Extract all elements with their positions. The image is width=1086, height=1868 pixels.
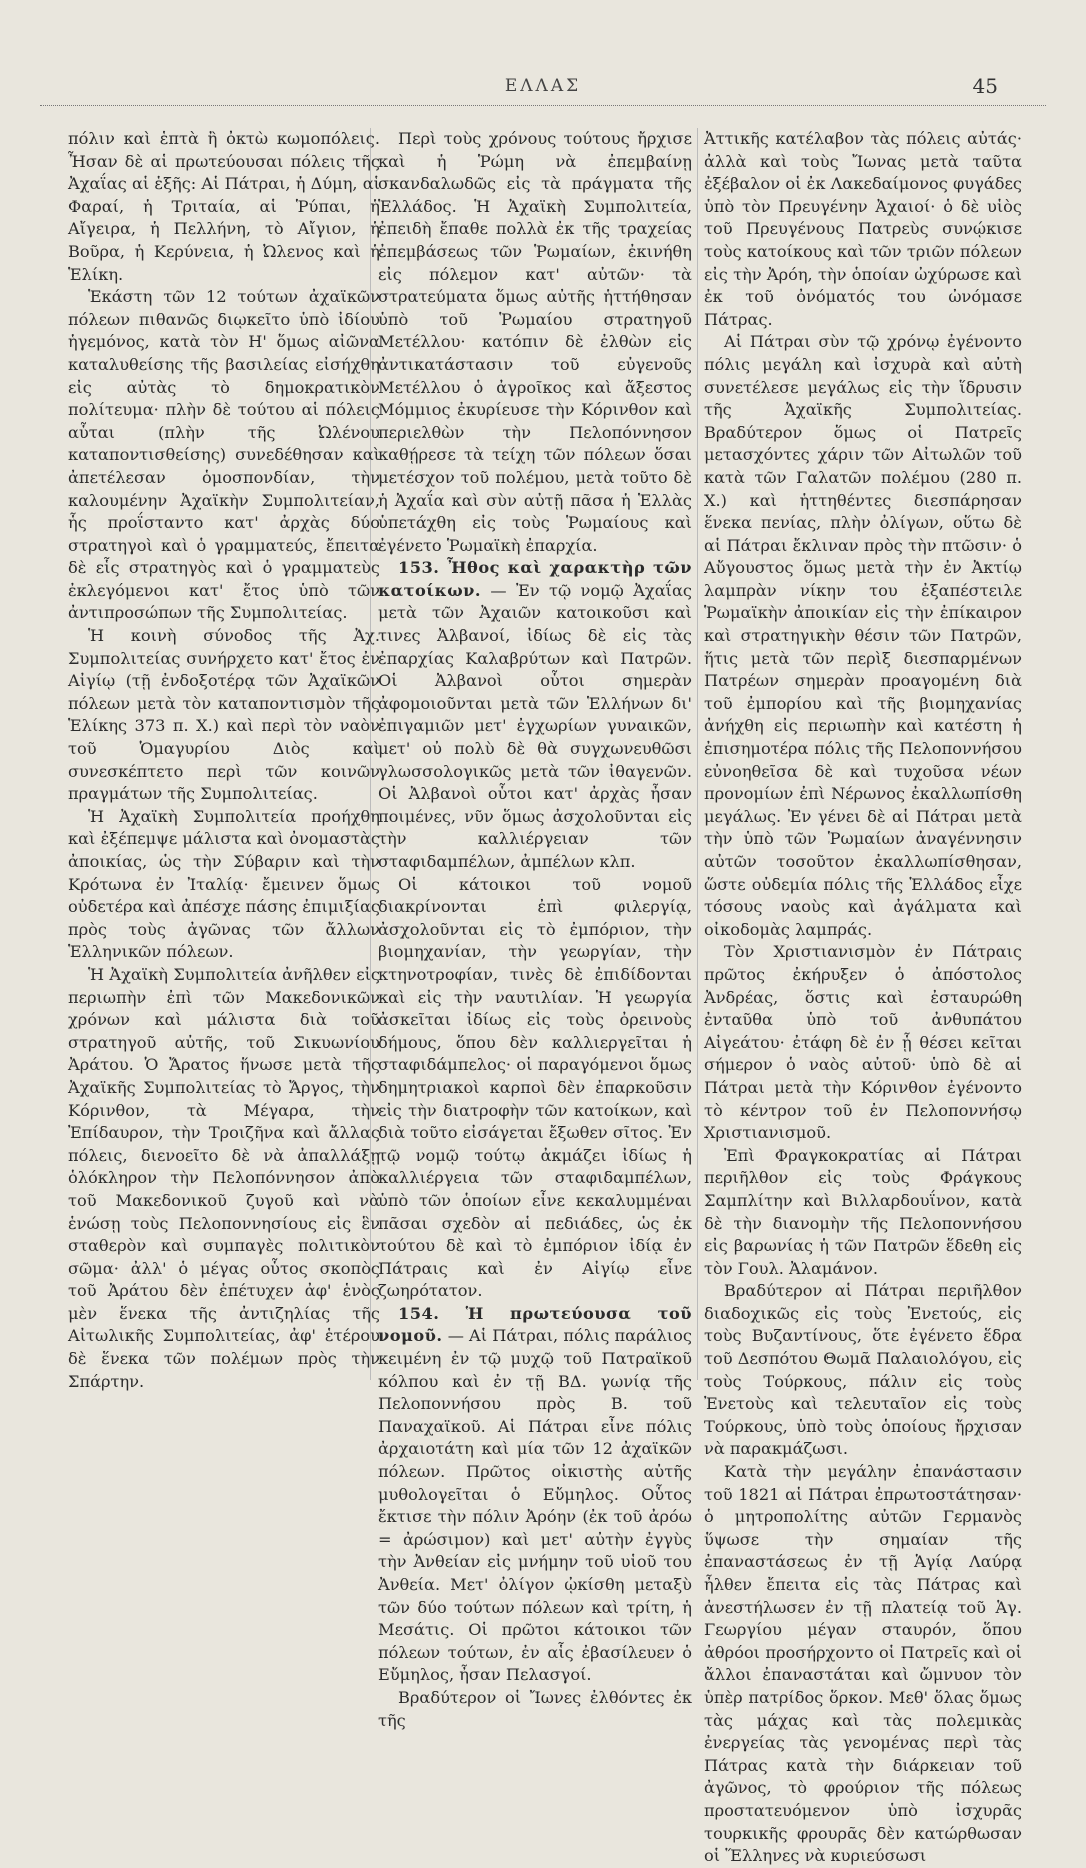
page-number: 45 xyxy=(972,74,998,98)
paragraph xyxy=(704,331,1022,941)
paragraph xyxy=(68,964,380,1393)
paragraph-text: Ἐπὶ Φραγκοκρατίας αἱ Πάτραι περιῆλθον εἰς τοὺς Φράγκους Σαμπλίτην καὶ Βιλλαρδουΐνον, κατὰ δὲ τὴν διανομὴν τῆς Πελοποννήσου εἰς βαρωνίας ἡ τῶν Πατρῶν ἕδεθη εἰς τὸν Γουλ. Ἀλαμάνον. xyxy=(704,1145,1022,1278)
text-column-2 xyxy=(378,128,692,1732)
paragraph xyxy=(68,625,380,806)
paragraph-text: Κατὰ τὴν μεγάλην ἐπανάστασιν τοῦ 1821 αἱ Πάτραι ἐπρωτοστάτησαν· ὁ μητροπολίτης αὐτῶν Γερμανὸς ὕψωσε τὴν σημαίαν τῆς ἐπαναστάσεως ἐν τῇ Ἁγίᾳ Λαύρᾳ ἦλθεν ἔπειτα εἰς τὰς Πάτρας καὶ ἀνεστήλωσεν ἐν τῇ πλατείᾳ τοῦ Ἁγ. Γεωργίου μέγαν σταυρόν, ὅπου ἀθρόοι προσήρχοντο οἱ Πατρεῖς καὶ οἱ ἄλλοι ἐπαναστάται καὶ ὤμνυον τὸν ὑπὲρ πατρίδος ὅρκον. Μεθ' ὅλας ὅμως τὰς μάχας καὶ τὰς πολεμικὰς ἐνεργείας τὰς γενομένας περὶ τὰς Πάτρας κατὰ τὴν διάρκειαν τοῦ ἀγῶνος, τὸ φρούριον τῆς πόλεως προστατευόμενον ὑπὸ ἰσχυρᾶς τουρκικῆς φρουρᾶς δὲν κατώρθωσαν οἱ Ἕλληνες νὰ κυριεύσωσι xyxy=(704,1462,1022,1866)
paragraph-text: Οἱ κάτοικοι τοῦ νομοῦ διακρίνονται ἐπὶ φιλεργίᾳ, ἀσχολοῦνται εἰς τὸ ἐμπόριον, τὴν βιομηχανίαν, τὴν γεωργίαν, τὴν κτηνοτροφίαν, τινὲς δὲ ἐπιδίδονται καὶ εἰς τὴν ναυτιλίαν. Ἡ γεωργία ἀσκεῖται ἰδίως εἰς τοὺς ὀρεινοὺς δήμους, ὅπου δὲν καλλιεργεῖται ἡ σταφιδάμπελος· οἱ παραγόμενοι ὅμως δημητριακοὶ καρποὶ δὲν ἐπαρκοῦσιν εἰς τὴν διατροφὴν τῶν κατοίκων, καὶ διὰ τοῦτο εἰσάγεται ἔξωθεν σῖτος. Ἐν τῷ νομῷ τούτῳ ἀκμάζει ἰδίως ἡ καλλιέργεια τῶν σταφιδαμπέλων, ὑπὸ τῶν ὁποίων εἶνε κεκαλυμμέναι πᾶσαι σχεδὸν αἱ πεδιάδες, ὡς ἐκ τούτου δὲ καὶ τὸ ἐμπόριον ἰδίᾳ ἐν Πάτραις καὶ ἐν Αἰγίῳ εἶνε ζωηρότατον. xyxy=(378,874,692,1301)
paragraph xyxy=(68,806,380,964)
paragraph xyxy=(378,557,692,873)
paragraph-text: Ἡ Ἀχαϊκὴ Συμπολιτεία ἀνῆλθεν εἰς περιωπὴν ἐπὶ τῶν Μακεδονικῶν χρόνων καὶ μάλιστα διὰ τοῦ στρατηγοῦ αὐτῆς, τοῦ Σικυωνίου Ἀράτου. Ὁ Ἄρατος ἥνωσε μετὰ τῆς Ἀχαϊκῆς Συμπολιτείας τὸ Ἄργος, τὴν Κόρινθον, τὰ Μέγαρα, τὴν Ἐπίδαυρον, τὴν Τροιζῆνα καὶ ἄλλας πόλεις, διενοεῖτο δὲ νὰ ἀπαλλάξῃ ὁλόκληρον τὴν Πελοπόννησον ἀπὸ τοῦ Μακεδονικοῦ ζυγοῦ καὶ νὰ ἑνώσῃ τοὺς Πελοποννησίους εἰς ἓν σταθερὸν καὶ συμπαγὲς πολιτικὸν σῶμα· ἀλλ' ὁ μέγας οὗτος σκοπὸς τοῦ Ἀράτου δὲν ἐπέτυχεν ἀφ' ἑνὸς μὲν ἕνεκα τῆς ἀντιζηλίας τῆς Αἰτωλικῆς Συμπολιτείας, ἀφ' ἑτέρου δὲ ἕνεκα τῶν πολέμων πρὸς τὴν Σπάρτην. xyxy=(68,964,380,1391)
paragraph-text: Βραδύτερον αἱ Πάτραι περιῆλθον διαδοχικῶς εἰς τοὺς Ἐνετούς, εἰς τοὺς Βυζαντίνους, ὅτε ἐγένετο ἕδρα τοῦ Δεσπότου Θωμᾶ Παλαιολόγου, εἰς τοὺς Τούρκους, πάλιν εἰς τοὺς Ἐνετοὺς καὶ τελευταῖον εἰς τοὺς Τούρκους, ὑπὸ τοὺς ὁποίους ἤρχισαν νὰ παρακμάζωσι. xyxy=(704,1281,1022,1459)
column-divider xyxy=(697,128,698,1380)
paragraph xyxy=(378,1303,692,1687)
paragraph-text: Ἡ κοινὴ σύνοδος τῆς Ἀχ. Συμπολιτείας συνήρχετο κατ' ἔτος ἐν Αἰγίῳ (τῇ ἐνδοξοτέρᾳ τῶν Ἀχαϊκῶν πόλεων μετὰ τὸν καταποντισμὸν τῆς Ἑλίκης 373 π. Χ.) καὶ περὶ τὸν ναὸν τοῦ Ὁμαγυρίου Διὸς καὶ συνεσκέπτετο περὶ τῶν κοινῶν πραγμάτων τῆς Συμπολιτείας. xyxy=(68,626,380,804)
running-head: ΕΛΛΑΣ xyxy=(504,76,582,96)
paragraph xyxy=(68,286,380,625)
paragraph xyxy=(68,128,380,286)
paragraph-text: πόλιν καὶ ἑπτὰ ἢ ὀκτὼ κωμοπόλεις. Ἦσαν δὲ αἱ πρωτεύουσαι πόλεις τῆς Ἀχαΐας αἱ ἑξῆς: Αἱ Πάτραι, ἡ Δύμη, αἱ Φαραί, ἡ Τριταία, αἱ Ῥύπαι, ἡ Αἴγειρα, ἡ Πελλήνη, τὸ Αἴγιον, ἡ Βοῦρα, ἡ Κερύνεια, ἡ Ὠλενος καὶ ἡ Ἑλίκη. xyxy=(68,129,380,284)
paragraph xyxy=(704,1461,1022,1868)
paragraph xyxy=(704,128,1022,331)
section-heading: 154. Ἡ πρωτεύουσα τοῦ νομοῦ. xyxy=(378,1303,692,1346)
page-header xyxy=(40,62,1046,106)
paragraph xyxy=(704,1145,1022,1281)
paragraph xyxy=(378,874,692,1303)
header-rule xyxy=(40,105,1046,106)
paragraph-text: — Αἱ Πάτραι, πόλις παράλιος κειμένη ἐν τῷ μυχῷ τοῦ Πατραϊκοῦ κόλπου καὶ ἐν τῇ ΒΔ. γωνίᾳ τῆς Πελοποννήσου πρὸς Β. τοῦ Παναχαϊκοῦ. Αἱ Πάτραι εἶνε πόλις ἀρχαιοτάτη καὶ μία τῶν 12 ἀχαϊκῶν πόλεων. Πρῶτος οἰκιστὴς αὐτῆς μυθολογεῖται ὁ Εὔμηλος. Οὗτος ἔκτισε τὴν πόλιν Ἀρόην (ἐκ τοῦ ἀρόω = ἀρώσιμον) καὶ μετ' αὐτὴν ἐγγὺς τὴν Ἀνθείαν εἰς μνήμην τοῦ υἱοῦ του Ἀνθεία. Μετ' ὀλίγον ᾠκίσθη μεταξὺ τῶν δύο τούτων πόλεων καὶ τρίτη, ἡ Μεσάτις. Οἱ πρῶτοι κάτοικοι τῶν πόλεων τούτων, ἐν αἷς ἐβασίλευεν ὁ Εὔμηλος, ἦσαν Πελασγοί. xyxy=(378,1326,692,1685)
paragraph xyxy=(704,941,1022,1144)
paragraph-text: Περὶ τοὺς χρόνους τούτους ἤρχισε καὶ ἡ Ῥώμη νὰ ἐπεμβαίνῃ σκανδαλωδῶς εἰς τὰ πράγματα τῆς Ἑλλάδος. Ἡ Ἀχαϊκὴ Συμπολιτεία, ἐπειδὴ ἔπαθε πολλὰ ἐκ τῆς τραχείας ἐπεμβάσεως τῶν Ῥωμαίων, ἐκινήθη εἰς πόλεμον κατ' αὐτῶν· τὰ στρατεύματα ὅμως αὐτῆς ἡττήθησαν ὑπὸ τοῦ Ῥωμαίου στρατηγοῦ Μετέλλου· κατόπιν δὲ ἐλθὼν εἰς ἀντικατάστασιν τοῦ εὐγενοῦς Μετέλλου ὁ ἀγροῖκος καὶ ἄξεστος Μόμμιος ἐκυρίευσε τὴν Κόρινθον καὶ περιελθὼν τὴν Πελοπόννησον καθῄρεσε τὰ τείχη τῶν πόλεων ὅσαι μετέσχον τοῦ πολέμου, μετὰ τοῦτο δὲ ἡ Ἀχαΐα καὶ σὺν αὐτῇ πᾶσα ἡ Ἑλλὰς ὑπετάχθη εἰς τοὺς Ῥωμαίους καὶ ἐγένετο Ῥωμαϊκὴ ἐπαρχία. xyxy=(378,129,692,555)
paragraph-text: Ἀττικῆς κατέλαβον τὰς πόλεις αὐτάς· ἀλλὰ καὶ τοὺς Ἴωνας μετὰ ταῦτα ἐξέβαλον οἱ ἐκ Λακεδαίμονος φυγάδες ὑπὸ τὸν Πρευγένην Ἀχαιοί· ὁ δὲ υἱὸς τοῦ Πρευγένους Πατρεὺς συνῴκισε τοὺς κατοίκους καὶ τῶν τριῶν πόλεων εἰς τὴν Ἀρόη, τὴν ὁποίαν ὠχύρωσε καὶ ἐκ τοῦ ὀνόματός του ὠνόμασε Πάτρας. xyxy=(704,129,1022,329)
paragraph xyxy=(704,1280,1022,1461)
paragraph-text: Ἡ Ἀχαϊκὴ Συμπολιτεία προήχθη καὶ ἐξέπεμψε μάλιστα καὶ ὀνομαστὰς ἀποικίας, ὡς τὴν Σύβαριν καὶ τὴν Κρότωνα ἐν Ἰταλίᾳ· ἔμεινεν ὅμως οὐδετέρα καὶ ἀπέσχε πάσης ἐπιμιξίας πρὸς τοὺς ἀγῶνας τῶν ἄλλων Ἑλληνικῶν πόλεων. xyxy=(68,806,380,962)
paragraph xyxy=(378,1687,692,1732)
paragraph-text: Τὸν Χριστιανισμὸν ἐν Πάτραις πρῶτος ἐκήρυξεν ὁ ἀπόστολος Ἀνδρέας, ὅστις καὶ ἐσταυρώθη ἐνταῦθα ὑπὸ τοῦ ἀνθυπάτου Αἰγεάτου· ἐτάφη δὲ ἐν ᾗ θέσει κεῖται σήμερον ὁ ναὸς αὐτοῦ· ὑπὸ δὲ αἱ Πάτραι μετὰ τὴν Κόρινθον ἐγένοντο τὸ κέντρον τοῦ ἐν Πελοποννήσῳ Χριστιανισμοῦ. xyxy=(704,942,1022,1143)
text-column-3 xyxy=(704,128,1022,1868)
section-heading: 153. Ἦθος καὶ χαρακτὴρ τῶν κατοίκων. xyxy=(378,558,692,600)
paragraph-text: Ἑκάστη τῶν 12 τούτων ἀχαϊκῶν πόλεων πιθανῶς διῳκεῖτο ὑπὸ ἰδίου ἡγεμόνος, κατὰ τὸν Η' ὅμως αἰῶνα καταλυθείσης τῆς βασιλείας εἰσήχθη εἰς αὐτὰς τὸ δημοκρατικὸν πολίτευμα· πλὴν δὲ τούτου αἱ πόλεις αὗται (πλὴν τῆς Ὠλένου καταποντισθείσης) συνεδέθησαν καὶ ἀπετέλεσαν ὁμοσπονδίαν, τὴν καλουμένην Ἀχαϊκὴν Συμπολιτείαν, ἧς προΐσταντο κατ' ἀρχὰς δύο στρατηγοὶ καὶ ὁ γραμματεύς, ἔπειτα δὲ εἷς στρατηγὸς καὶ ὁ γραμματεὺς ἐκλεγόμενοι κατ' ἔτος ὑπὸ τῶν ἀντιπροσώπων τῆς Συμπολιτείας. xyxy=(68,287,380,623)
paragraph-text: Βραδύτερον οἱ Ἴωνες ἐλθόντες ἐκ τῆς xyxy=(378,1687,692,1730)
paragraph-text: Αἱ Πάτραι σὺν τῷ χρόνῳ ἐγένοντο πόλις μεγάλη καὶ ἰσχυρὰ καὶ αὐτὴ συνετέλεσε μεγάλως εἰς τὴν ἵδρυσιν τῆς Ἀχαϊκῆς Συμπολιτείας. Βραδύτερον ὅμως οἱ Πατρεῖς μετασχόντες χάριν τῶν Αἰτωλῶν τοῦ κατὰ τῶν Γαλατῶν πολέμου (280 π. Χ.) καὶ ἡττηθέντες διεσπάρησαν ἕνεκα πενίας, πλὴν ὀλίγων, οὕτω δὲ αἱ Πάτραι ἔκλιναν πρὸς τὴν πτῶσιν· ὁ Αὔγουστος ὅμως μετὰ τὴν ἐν Ἀκτίῳ λαμπρὰν νίκην του ἐξαπέστειλε Ῥωμαϊκὴν ἀποικίαν εἰς τὴν ἐπίκαιρον καὶ στρατηγικὴν θέσιν τῶν Πατρῶν, ἥτις μετὰ τῶν περὶξ διεσπαρμένων Πατρέων σημερὰν προαγομένη διὰ τοῦ ἐμπορίου καὶ τῆς βιομηχανίας ἀνήχθη εἰς περιωπὴν καὶ κατέστη ἡ ἐπισημοτέρα πόλις τῆς Πελοποννήσου εὐνοηθεῖσα δὲ καὶ τυχοῦσα νέων προνομίων ἐπὶ Νέρωνος ἐκαλλωπίσθη μεγάλως. Ἐν γένει δὲ αἱ Πάτραι μετὰ τὴν ὑπὸ τῶν Ῥωμαίων ἀναγέννησιν αὐτῶν τοσοῦτον ἐκαλλωπίσθησαν, ὥστε οὐδεμία πόλις τῆς Ἑλλάδος εἶχε τόσους ναοὺς καὶ ἀγάλματα καὶ οἰκοδομὰς λαμπράς. xyxy=(704,332,1022,939)
paragraph xyxy=(378,128,692,557)
text-column-1 xyxy=(68,128,380,1393)
paragraph-text: — Ἐν τῷ νομῷ Ἀχαΐας μετὰ τῶν Ἀχαιῶν κατοικοῦσι καὶ τινες Ἀλβανοί, ἰδίως δὲ εἰς τὰς ἐπαρχίας Καλαβρύτων καὶ Πατρῶν. Οἱ Ἀλβανοὶ οὗτοι σημερὰν ἀφομοιοῦνται μετὰ τῶν Ἑλλήνων δι' ἐπιγαμιῶν μετ' ἐγχωρίων γυναικῶν, μετ' οὐ πολὺ δὲ θὰ συγχωνευθῶσι γλωσσολογικῶς μετὰ τῶν ἰθαγενῶν. Οἱ Ἀλβανοὶ οὗτοι κατ' ἀρχὰς ἦσαν ποιμένες, νῦν ὅμως ἀσχολοῦνται εἰς τὴν καλλιέργειαν τῶν σταφιδαμπέλων, ἀμπέλων κλπ. xyxy=(378,580,693,871)
